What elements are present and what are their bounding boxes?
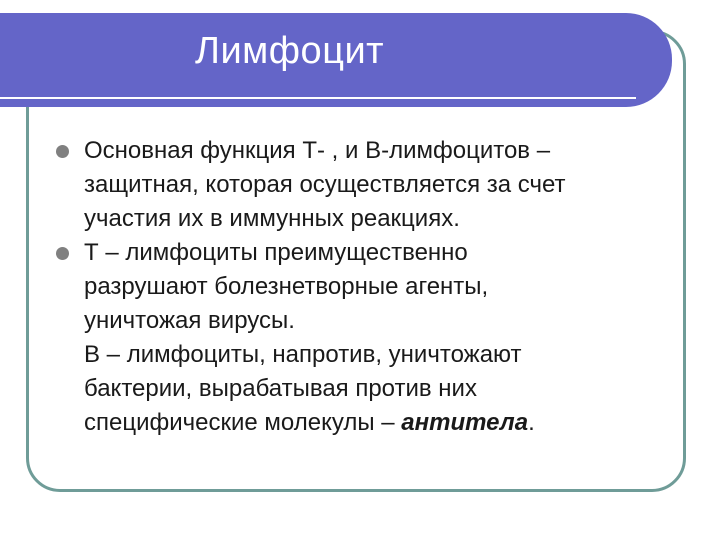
bullet-1-line-2: защитная, которая осуществляется за счет [84,171,566,198]
bullet-dot-icon [56,247,69,260]
bullet-2-line-4: В – лимфоциты, напротив, уничтожают [84,341,522,368]
bullet-2-line-2: разрушают болезнетворные агенты, [84,273,489,300]
title-underline [0,97,636,99]
line-6-prefix: специфические молекулы – [84,409,402,436]
slide-body [56,134,666,440]
bullet-2-line-1: Т – лимфоциты преимущественно [84,239,468,266]
bullet-1-line-3: участия их в иммунных реакциях. [84,205,460,232]
slide-title: Лимфоцит [195,30,385,72]
bullet-2-line-6 [84,406,666,440]
bullet-1-line-1: Основная функция Т- , и В-лимфоцитов – [84,137,551,164]
bullet-item-1 [56,134,666,236]
bullet-2-line-5: бактерии, вырабатывая против них [84,375,477,402]
line-6-suffix: . [528,409,535,436]
bullet-dot-icon [56,145,69,158]
bullet-item-2 [56,236,666,440]
antibodies-term: антитела [401,409,529,436]
bullet-2-line-3: уничтожая вирусы. [84,307,295,334]
